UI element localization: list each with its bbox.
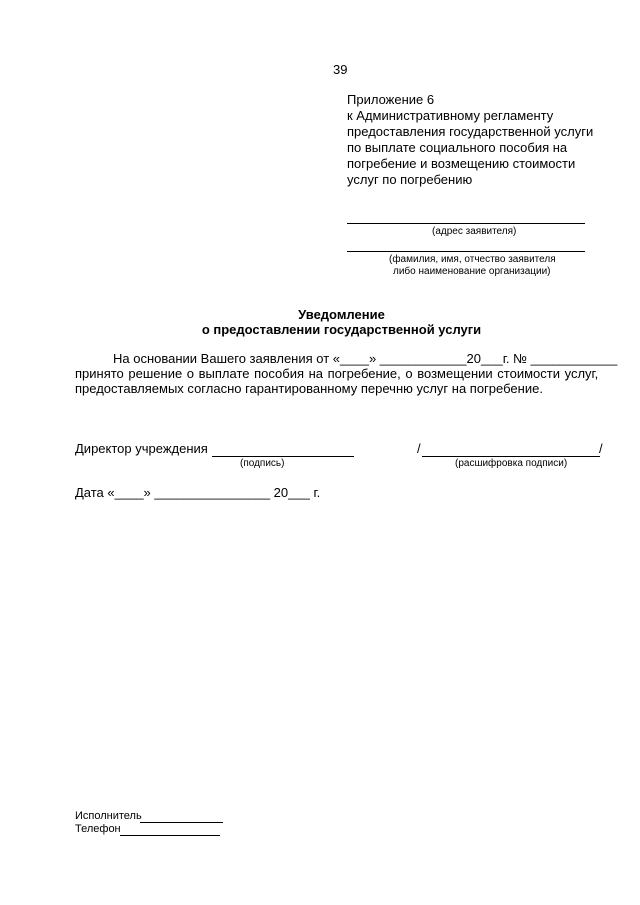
appendix-line: Приложение 6 (347, 92, 435, 107)
appendix-line: предоставления государственной услуги (347, 124, 594, 139)
address-caption: (адрес заявителя) (432, 226, 517, 237)
notice-title: Уведомление (298, 307, 385, 322)
notice-paragraph-line-3: предоставляемых согласно гарантированному перечню услуг на погребение. (75, 381, 543, 396)
appendix-line: по выплате социального пособия на (347, 140, 568, 155)
phone-line (120, 835, 220, 836)
executor-label: Исполнитель (75, 810, 142, 822)
phone-label: Телефон (75, 823, 121, 835)
decode-slash-right: / (599, 441, 603, 456)
signature-line (212, 456, 354, 457)
page-number: 39 (333, 62, 348, 77)
executor-line (140, 822, 223, 823)
applicant-name-caption-2: либо наименование организации) (393, 266, 551, 277)
director-label: Директор учреждения (75, 441, 208, 456)
appendix-line: погребение и возмещению стоимости (347, 156, 576, 171)
applicant-name-caption-1: (фамилия, имя, отчество заявителя (389, 254, 556, 265)
notice-subtitle: о предоставлении государственной услуги (201, 322, 482, 337)
notice-paragraph-line-1: На основании Вашего заявления от «____» ____________20___г. № ____________ (113, 351, 618, 366)
date-line: Дата «____» ________________ 20___ г. (75, 485, 321, 500)
signature-caption: (подпись) (240, 458, 285, 469)
appendix-line: к Административному регламенту (347, 108, 554, 123)
decode-slash-left: / (417, 441, 421, 456)
decode-caption: (расшифровка подписи) (455, 458, 568, 469)
appendix-line: услуг по погребению (347, 172, 473, 187)
appendix-block (347, 92, 593, 188)
address-line (347, 223, 585, 224)
applicant-name-line (347, 251, 585, 252)
notice-paragraph-line-2: принято решение о выплате пособия на погребение, о возмещении стоимости услуг, (75, 366, 599, 381)
decode-line (422, 456, 600, 457)
